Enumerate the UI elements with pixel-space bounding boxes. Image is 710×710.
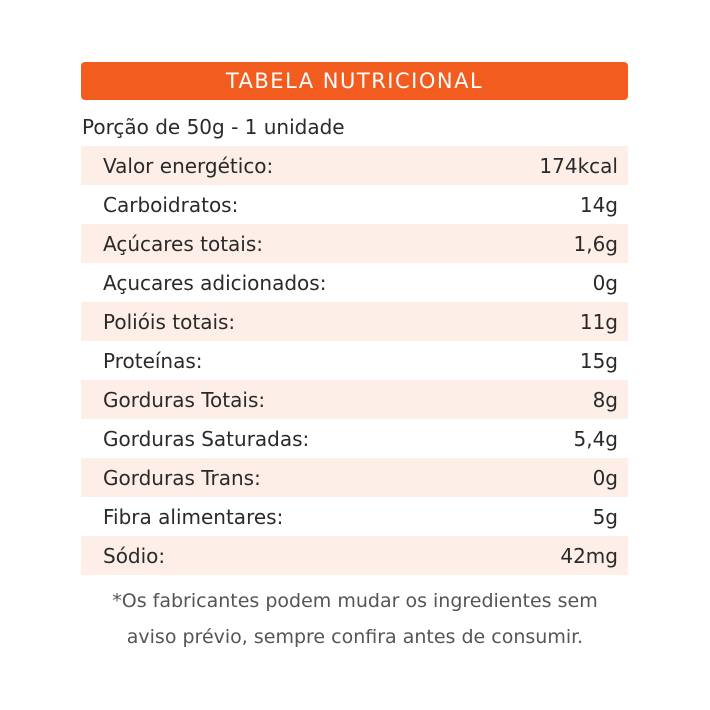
nutrient-value: 5,4g bbox=[573, 426, 618, 451]
nutrient-label: Açucares adicionados: bbox=[103, 270, 327, 295]
nutrient-value: 42mg bbox=[560, 543, 618, 568]
nutrient-value: 5g bbox=[592, 504, 618, 529]
table-row bbox=[81, 224, 628, 263]
nutrient-value: 15g bbox=[579, 348, 618, 373]
table-row bbox=[81, 458, 628, 497]
table-row bbox=[81, 263, 628, 302]
table-row bbox=[81, 341, 628, 380]
nutrition-table-header bbox=[81, 62, 628, 100]
disclaimer-line: *Os fabricantes podem mudar os ingredientes sem bbox=[112, 590, 598, 612]
nutrition-table-title: TABELA NUTRICIONAL bbox=[225, 69, 484, 93]
disclaimer-line: aviso prévio, sempre confira antes de consumir. bbox=[126, 626, 584, 648]
nutrient-label: Sódio: bbox=[103, 543, 166, 568]
nutrient-value: 0g bbox=[592, 270, 618, 295]
nutrient-label: Proteínas: bbox=[103, 348, 203, 373]
nutrition-table bbox=[81, 146, 628, 575]
nutrient-label: Carboidratos: bbox=[103, 192, 239, 217]
table-row bbox=[81, 419, 628, 458]
nutrient-label: Gorduras Saturadas: bbox=[103, 426, 310, 451]
table-row bbox=[81, 380, 628, 419]
nutrient-value: 14g bbox=[579, 192, 618, 217]
table-row bbox=[81, 185, 628, 224]
table-row bbox=[81, 536, 628, 575]
nutrient-label: Valor energético: bbox=[103, 153, 274, 178]
nutrient-label: Fibra alimentares: bbox=[103, 504, 284, 529]
nutrient-value: 11g bbox=[579, 309, 618, 334]
nutrient-value: 0g bbox=[592, 465, 618, 490]
table-row bbox=[81, 497, 628, 536]
nutrient-value: 174kcal bbox=[539, 153, 618, 178]
nutrient-value: 8g bbox=[592, 387, 618, 412]
table-row bbox=[81, 146, 628, 185]
disclaimer-note bbox=[40, 583, 670, 655]
nutrient-label: Açúcares totais: bbox=[103, 231, 264, 256]
nutrient-label: Polióis totais: bbox=[103, 309, 236, 334]
nutrient-label: Gorduras Totais: bbox=[103, 387, 266, 412]
portion-size: Porção de 50g - 1 unidade bbox=[82, 115, 345, 139]
nutrient-label: Gorduras Trans: bbox=[103, 465, 261, 490]
nutrient-value: 1,6g bbox=[573, 231, 618, 256]
table-row bbox=[81, 302, 628, 341]
